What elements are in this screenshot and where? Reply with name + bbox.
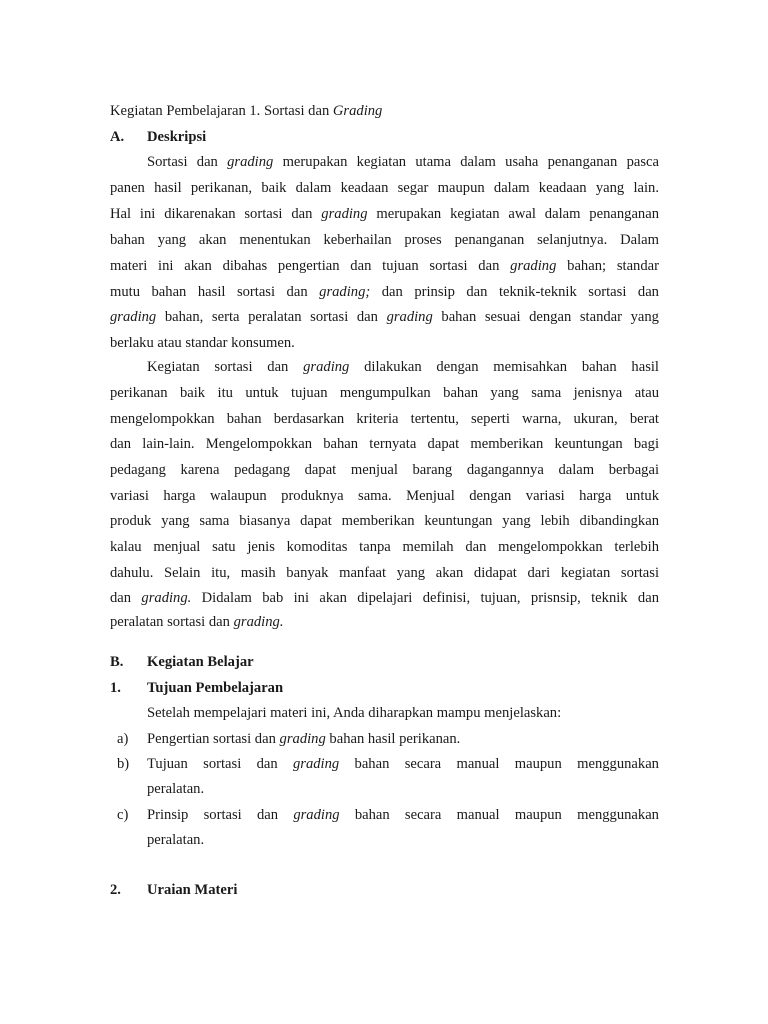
sub-1-number: 1. [110,680,121,696]
section-b-heading: Kegiatan Belajar [147,654,254,670]
section-a-number: A. [110,129,125,145]
list-label-a: a) [117,731,129,747]
list-item-a: Pengertian sortasi dan grading bahan hasil perikanan. [147,731,461,747]
list-label-b: b) [117,756,130,772]
sub-2-heading: Uraian Materi [147,882,238,898]
section-b-number: B. [110,654,124,670]
sub-2-number: 2. [110,882,121,898]
document-page: Kegiatan Pembelajaran 1. Sortasi dan Grading A. Deskripsi Sortasi dan grading merupakan kegiatan utama dalam usaha penanganan pasca panen hasil perikanan, baik dalam keadaan segar maupun dalam keadaan yang lain. Hal ini dikarenakan sortasi dan grading merupakan kegiatan awal dalam penanganan bahan yang akan menentukan keberhailan proses penanganan selanjutnya. Dalam materi ini akan dibahas pengertian dan tujuan sortasi dan grading bahan; standar mutu bahan hasil sortasi dan grading; dan prinsip dan teknik-teknik sortasi dan grading bahan, serta peralatan sortasi dan grading bahan sesuai dengan standar yang berlaku atau standar konsumen. Kegiatan sortasi dan grading dilakukan dengan memisahkan bahan hasil perikanan baik itu untuk tujuan mengumpulkan bahan yang sama jenisnya atau mengelompokkan bahan berdasarkan kriteria tertentu, seperti warna, ukuran, berat dan lain-lain. Mengelompokkan bahan ternyata dapat memberikan keuntungan bagi pedagang karena pedagang dapat menjual barang dagangannya dalam berbagai variasi harga walaupun produknya sama. Menjual dengan variasi harga untuk produk yang sama biasanya dapat memberikan keuntungan yang lebih dibandingkan kalau menjual satu jenis komoditas tanpa memilah dan mengelompokkan terlebih dahulu. Selain itu, masih banyak manfaat yang akan didapat dari kegiatan sortasi dan grading. Didalam bab ini akan dipelajari definisi, tujuan, prisnsip, teknik dan peralatan sortasi dan grading. B. Kegiatan Belajar 1. Tujuan Pembelajaran Setelah mempelajari materi ini, Anda diharapkan mampu menjelaskan: a) Pengertian sortasi dan grading bahan hasil perikanan. b) Tujuan sortasi dan grading bahan secara manual maupun menggunakan peralatan. c) Prinsip sortasi dan grading bahan secara manual maupun menggunakan peralatan. 2. Uraian Materi [110,103,660,898]
objectives-intro: Setelah mempelajari materi ini, Anda diharapkan mampu menjelaskan: [147,705,562,721]
list-item-b: Tujuan sortasi dan grading bahan secara manual maupun menggunakan [147,756,659,772]
sub-1-heading: Tujuan Pembelajaran [147,680,284,696]
list-item-c: Prinsip sortasi dan grading bahan secara manual maupun menggunakan [147,807,659,823]
list-item-b-continued: peralatan. [147,781,205,797]
section-a-heading: Deskripsi [147,129,207,145]
list-label-c: c) [117,807,129,823]
page-title: Kegiatan Pembelajaran 1. Sortasi dan Grading [110,103,383,119]
list-item-c-continued: peralatan. [147,832,205,848]
